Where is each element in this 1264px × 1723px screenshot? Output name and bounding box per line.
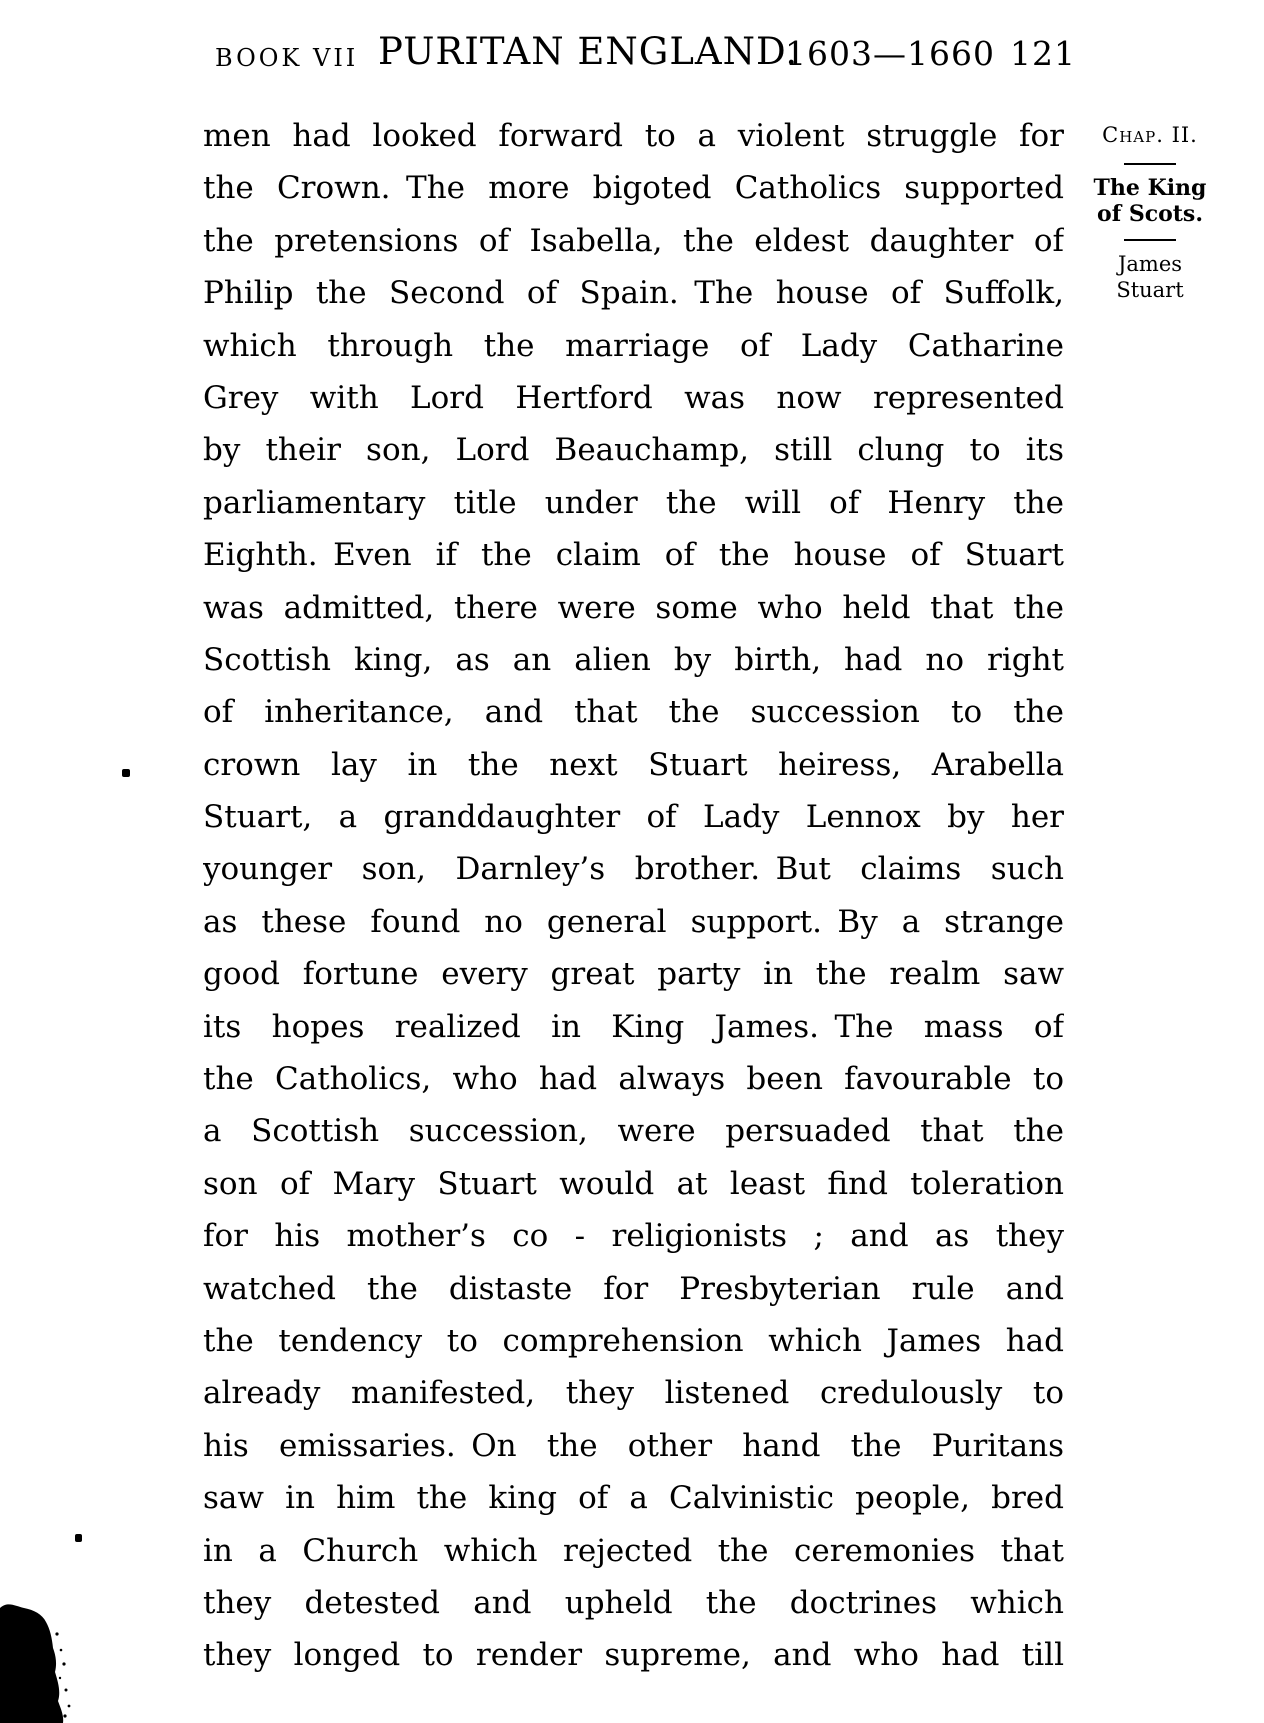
body-line: Stuart, a granddaughter of Lady Lennox by her bbox=[203, 799, 1064, 836]
body-line: saw in him the king of a Calvinistic people, bred bbox=[203, 1480, 1064, 1517]
margin-rule bbox=[1124, 239, 1176, 241]
body-line: Grey with Lord Hertford was now represented bbox=[203, 379, 1064, 416]
body-line: for his mother’s co - religionists ; and as they bbox=[203, 1218, 1064, 1255]
body-line: as these found no general support. By a strange bbox=[203, 903, 1064, 940]
body-line: in a Church which rejected the ceremonies that bbox=[203, 1532, 1064, 1569]
body-line: men had looked forward to a violent struggle for bbox=[203, 118, 1064, 154]
king-of-scots-note-line1: The King bbox=[1093, 175, 1207, 202]
running-head-years: 1603—1660 bbox=[785, 34, 995, 73]
body-line: Eighth. Even if the claim of the house of Stuart bbox=[203, 537, 1064, 574]
body-line: Scottish king, as an alien by birth, had no right bbox=[203, 641, 1064, 678]
body-line: his emissaries. On the other hand the Puritans bbox=[203, 1427, 1064, 1464]
running-head-title: PURITAN ENGLAND. bbox=[378, 30, 799, 73]
body-line: was admitted, there were some who held that the bbox=[203, 589, 1064, 626]
body-text-column bbox=[203, 110, 1064, 1682]
body-line: the pretensions of Isabella, the eldest daughter of bbox=[203, 222, 1064, 259]
body-line: which through the marriage of Lady Catharine bbox=[203, 327, 1064, 364]
body-line: younger son, Darnley’s brother. But claims such bbox=[203, 851, 1064, 888]
body-line: already manifested, they listened credulously to bbox=[203, 1375, 1064, 1412]
body-line: a Scottish succession, were persuaded that the bbox=[203, 1113, 1064, 1150]
body-line: its hopes realized in King James. The mass of bbox=[203, 1008, 1064, 1045]
body-line: by their son, Lord Beauchamp, still clung to its bbox=[203, 432, 1064, 469]
margin-rule bbox=[1124, 163, 1176, 165]
ink-blot bbox=[0, 1598, 80, 1723]
body-line: good fortune every great party in the realm saw bbox=[203, 956, 1064, 993]
running-head-book: BOOK VII bbox=[215, 44, 359, 72]
body-line: of inheritance, and that the succession to the bbox=[203, 694, 1064, 731]
body-line: Philip the Second of Spain. The house of Suffolk, bbox=[203, 275, 1064, 312]
page-number: 121 bbox=[1010, 34, 1076, 73]
body-line: son of Mary Stuart would at least find toleration bbox=[203, 1165, 1064, 1202]
james-stuart-note-line1: James bbox=[1117, 252, 1183, 277]
body-line: parliamentary title under the will of Henry the bbox=[203, 484, 1064, 521]
ink-speck bbox=[75, 1534, 82, 1542]
body-line: the tendency to comprehension which James had bbox=[203, 1322, 1064, 1359]
james-stuart-note-line2: Stuart bbox=[1116, 278, 1184, 303]
chapter-note: Chap. II. bbox=[1102, 123, 1198, 147]
body-line: the Catholics, who had always been favourable to bbox=[203, 1061, 1064, 1098]
body-line: crown lay in the next Stuart heiress, Arabella bbox=[203, 746, 1064, 783]
body-line: watched the distaste for Presbyterian rule and bbox=[203, 1270, 1064, 1307]
body-line: they longed to render supreme, and who had till bbox=[203, 1637, 1064, 1674]
body-line: the Crown. The more bigoted Catholics supported bbox=[203, 170, 1064, 207]
ink-speck bbox=[122, 769, 130, 777]
body-line: they detested and upheld the doctrines which bbox=[203, 1584, 1064, 1621]
king-of-scots-note-line2: of Scots. bbox=[1097, 201, 1203, 228]
margin-notes bbox=[1085, 124, 1215, 303]
